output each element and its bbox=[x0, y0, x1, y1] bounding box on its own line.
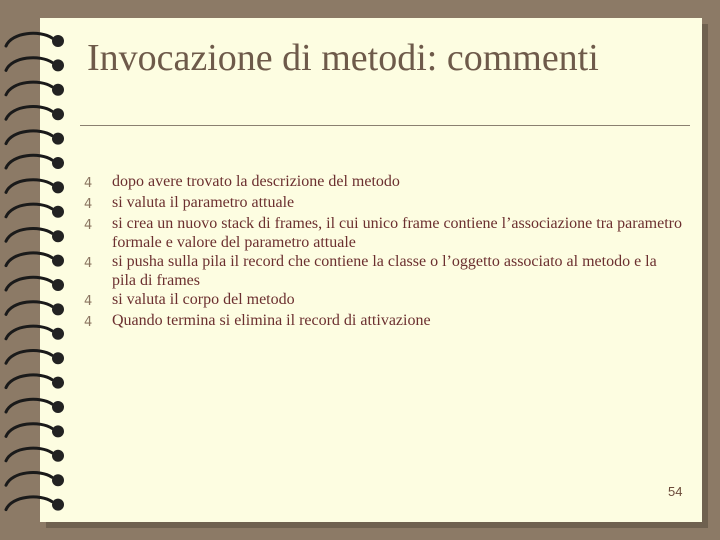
bullet-text: si valuta il parametro attuale bbox=[112, 194, 295, 211]
binding-hole bbox=[52, 401, 64, 413]
page-number: 54 bbox=[668, 484, 683, 499]
binding-hole bbox=[52, 59, 64, 71]
binding-ring bbox=[6, 497, 52, 510]
binding-ring bbox=[6, 424, 52, 437]
binding-ring bbox=[6, 399, 52, 412]
bullet-4-icon: 4 bbox=[84, 176, 93, 191]
binding-ring bbox=[6, 302, 52, 315]
binding-hole bbox=[52, 303, 64, 315]
binding-hole bbox=[52, 108, 64, 120]
binding-hole bbox=[52, 450, 64, 462]
binding-hole bbox=[52, 474, 64, 486]
binding-ring bbox=[6, 229, 52, 242]
binding-ring bbox=[6, 155, 52, 168]
binding-ring bbox=[6, 204, 52, 217]
binding-ring bbox=[6, 107, 52, 120]
binding-ring bbox=[6, 448, 52, 461]
title-divider bbox=[80, 125, 690, 126]
binding-hole bbox=[52, 328, 64, 340]
list-item bbox=[84, 252, 684, 290]
slide-title: Invocazione di metodi: commenti bbox=[87, 37, 599, 79]
binding-hole bbox=[52, 35, 64, 47]
binding-ring bbox=[6, 375, 52, 388]
binding-hole bbox=[52, 133, 64, 145]
list-item bbox=[84, 214, 684, 252]
binding-hole bbox=[52, 352, 64, 364]
bullet-text: si crea un nuovo stack di frames, il cui unico frame contiene l’associazione tra parametro formale e valore del parametro attuale bbox=[112, 215, 682, 251]
bullet-4-icon: 4 bbox=[84, 197, 93, 212]
binding-ring bbox=[6, 326, 52, 339]
binding-hole bbox=[52, 206, 64, 218]
binding-ring bbox=[6, 131, 52, 144]
binding-ring bbox=[6, 473, 52, 486]
list-item bbox=[84, 290, 684, 309]
binding-hole bbox=[52, 377, 64, 389]
binding-hole bbox=[52, 230, 64, 242]
binding-ring bbox=[6, 253, 52, 266]
binding-hole bbox=[52, 499, 64, 511]
bullet-4-icon: 4 bbox=[84, 315, 93, 330]
binding-ring bbox=[6, 351, 52, 364]
binding-ring bbox=[6, 277, 52, 290]
list-item bbox=[84, 193, 684, 212]
binding-hole bbox=[52, 255, 64, 267]
bullet-list bbox=[84, 172, 684, 332]
binding-hole bbox=[52, 181, 64, 193]
bullet-4-icon: 4 bbox=[84, 256, 93, 271]
bullet-text: si valuta il corpo del metodo bbox=[112, 291, 295, 308]
binding-hole bbox=[52, 157, 64, 169]
binding-ring bbox=[6, 180, 52, 193]
binding-hole bbox=[52, 425, 64, 437]
binding-hole bbox=[52, 279, 64, 291]
list-item bbox=[84, 172, 684, 191]
spiral-binding-icon bbox=[0, 18, 75, 522]
binding-ring bbox=[6, 58, 52, 71]
bullet-text: si pusha sulla pila il record che contiene la classe o l’oggetto associato al metodo e la pila di frames bbox=[112, 253, 657, 289]
bullet-text: Quando termina si elimina il record di attivazione bbox=[112, 312, 431, 329]
bullet-4-icon: 4 bbox=[84, 294, 93, 309]
bullet-4-icon: 4 bbox=[84, 218, 93, 233]
bullet-text: dopo avere trovato la descrizione del metodo bbox=[112, 173, 400, 190]
binding-hole bbox=[52, 84, 64, 96]
binding-ring bbox=[6, 82, 52, 95]
list-item bbox=[84, 311, 684, 330]
binding-ring bbox=[6, 33, 52, 46]
